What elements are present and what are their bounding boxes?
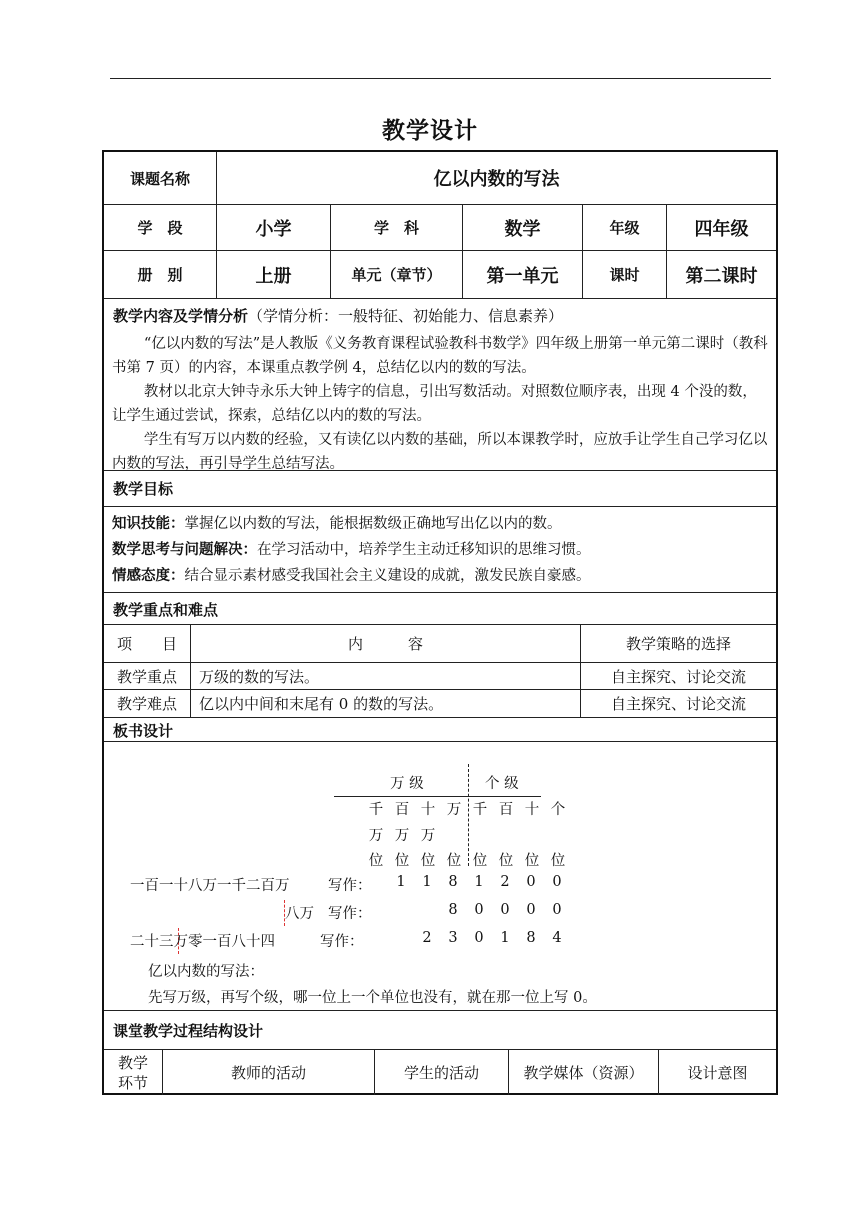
analysis-heading: 教学内容及学情分析（学情分析：一般特征、初始能力、信息素养） [113,307,564,325]
analysis-heading-note: （学情分析：一般特征、初始能力、信息素养） [248,307,564,325]
place-row-3: 位 位 位 位 位 位 位 位 [368,853,566,869]
example-1-words: 一百一十八万一千二百万 [130,878,290,894]
example-1-digits: 1 1 8 1 2 0 0 [396,874,562,890]
example-3-digits: 2 3 0 1 8 4 [422,930,562,946]
keypoint-strategy-2: 自主探究、讨论交流 [610,695,746,713]
keypoint-content-1: 万级的数的写法。 [199,667,320,686]
keypoints-col-item: 项 目 [116,635,177,653]
process-col-media: 教学媒体（资源） [523,1064,644,1082]
example-1-write: 写作： [328,878,372,894]
keypoints-col-strategy: 教学策略的选择 [625,635,731,653]
header-rule [110,78,771,79]
example-2-write: 写作： [328,906,372,922]
stage-value: 小学 [255,218,292,240]
example-3-write: 写作： [320,934,364,950]
process-col-intent: 设计意图 [687,1064,748,1082]
process-col-student: 学生的活动 [403,1064,479,1082]
goal-knowledge: 知识技能：掌握亿以内数的写法，能根据数级正确地写出亿以内的数。 [112,516,562,532]
analysis-paragraph-1: “亿以内数的写法”是人教版《义务教育课程试验教科书数学》四年级上册第一单元第二课时（教科书第 7 页）的内容，本课重点教学例 4，总结亿以内的数的写法。 [112,336,768,376]
place-row-1: 千 百 十 万 千 百 十 个 [368,802,566,818]
grade-label: 年级 [609,219,640,237]
board-heading: 板书设计 [113,722,174,740]
lesson-plan-table [102,150,778,1095]
goal-thinking: 数学思考与问题解决：在学习活动中，培养学生主动迁移知识的思维习惯。 [112,542,591,558]
stage-label: 学 段 [137,219,183,237]
topic-label: 课题名称 [129,169,190,188]
process-col-stage: 教学环节 [117,1053,148,1092]
keypoints-heading: 教学重点和难点 [113,601,219,619]
document-title: 教学设计 [382,118,478,144]
keypoint-item-1: 教学重点 [116,667,177,686]
ge-ji-label: 个 级 [485,776,519,792]
board-rule-text: 先写万级，再写个级，哪一位上一个单位也没有，就在那一位上写 0。 [148,990,597,1006]
analysis-paragraph-2: 教材以北京大钟寺永乐大钟上铸字的信息，引出写数活动。对照数位顺序表，出现 4 个没的数，让学生通过尝试，探索，总结亿以内的数的写法。 [112,384,757,424]
unit-label: 单元（章节） [351,266,442,284]
topic-value: 亿以内数的写法 [433,169,560,190]
keypoint-content-2: 亿以内中间和末尾有 0 的数的写法。 [199,695,444,713]
example-3-words: 二十三万零一百八十四 [130,934,275,950]
keypoint-item-2: 教学难点 [116,695,177,713]
goals-heading: 教学目标 [113,480,174,498]
place-row-2: 万 万 万 [368,828,436,844]
goal-attitude: 情感态度：结合显示素材感受我国社会主义建设的成就，激发民族自豪感。 [112,568,591,584]
subject-label: 学 科 [373,219,419,237]
period-value: 第二课时 [685,265,758,287]
wan-ji-label: 万 级 [390,776,424,792]
volume-value: 上册 [255,265,292,287]
unit-value: 第一单元 [486,265,559,287]
analysis-paragraph-3: 学生有写万以内数的经验，又有读亿以内数的基础，所以本课教学时，应放手让学生自己学习亿以内数的写法，再引导学生总结写法。 [112,432,768,472]
grade-value: 四年级 [694,218,749,240]
keypoint-strategy-1: 自主探究、讨论交流 [610,667,746,686]
volume-label: 册 别 [137,266,183,284]
process-col-teacher: 教师的活动 [230,1064,306,1082]
period-label: 课时 [609,266,640,284]
example-2-words: 八万 [285,906,314,922]
process-heading: 课堂教学过程结构设计 [113,1022,264,1040]
subject-value: 数学 [504,218,541,240]
example-2-digits: 8 0 0 0 0 [448,902,562,918]
keypoints-col-content: 内 容 [347,635,423,653]
board-rule-title: 亿以内数的写法： [148,964,264,980]
